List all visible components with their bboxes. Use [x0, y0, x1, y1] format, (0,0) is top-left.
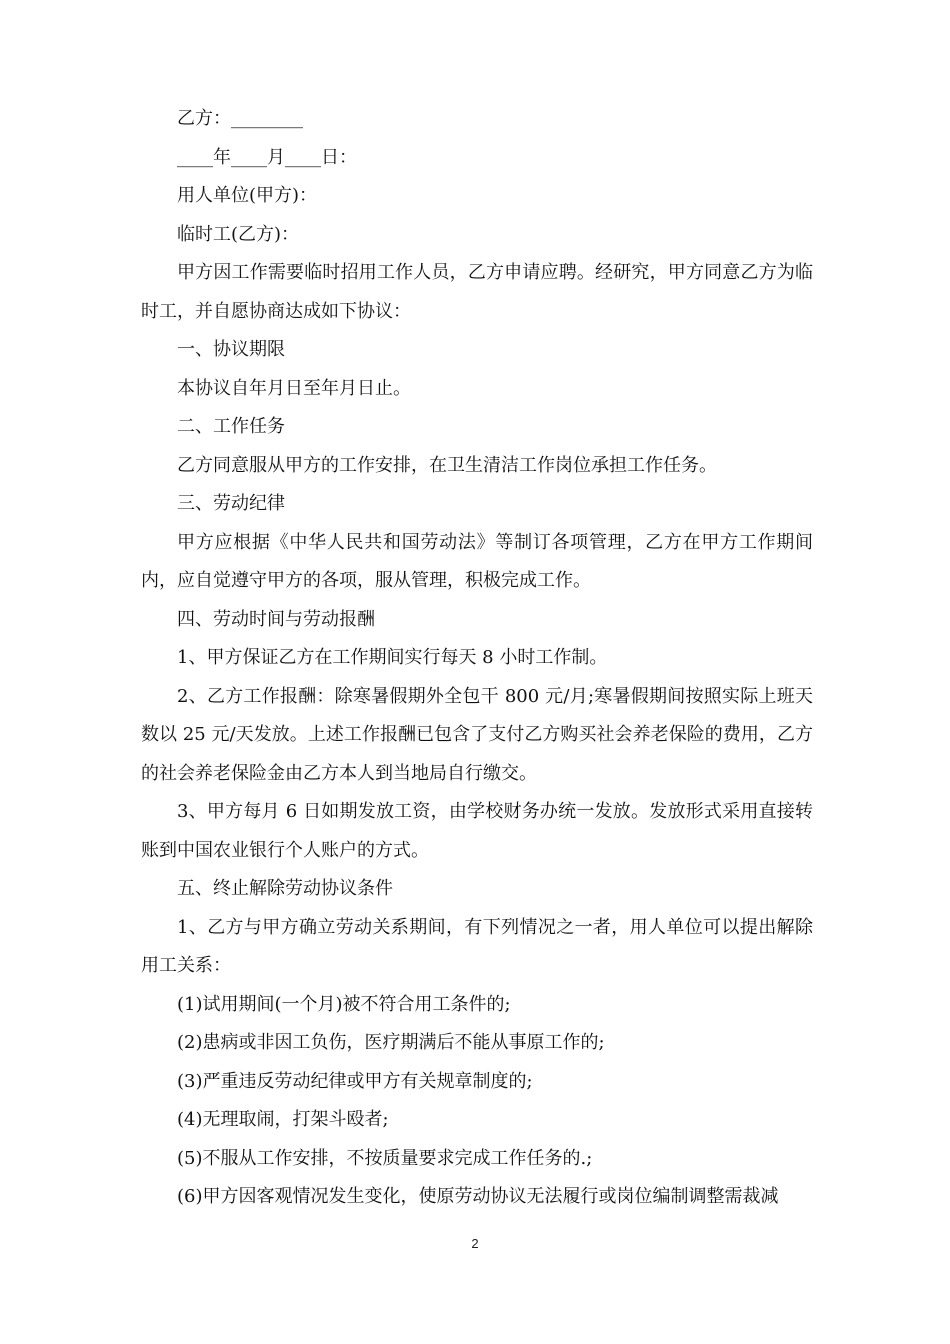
- hours-clause: 1、甲方保证乙方在工作期间实行每天 8 小时工作制。: [177, 647, 608, 668]
- section-heading-tasks: 二、工作任务: [177, 416, 285, 437]
- termination-clause: 1、乙方与甲方确立劳动关系期间，有下列情况之一者，用人单位可以提出解除用工关系：: [141, 916, 813, 976]
- termination-item-6: (6)甲方因客观情况发生变化，使原劳动协议无法履行或岗位编制调整需裁减: [177, 1186, 779, 1207]
- term-paragraph: 本协议自年月日至年月日止。: [177, 377, 411, 399]
- section-heading-term: 一、协议期限: [177, 339, 285, 360]
- payday-clause: 3、甲方每月 6 日如期发放工资，由学校财务办统一发放。发放形式采用直接转账到中国农业银行个人账户的方式。: [141, 801, 813, 861]
- document-body: [141, 100, 813, 1217]
- termination-item-3: (3)严重违反劳动纪律或甲方有关规章制度的;: [177, 1070, 533, 1092]
- party-b-line: 乙方：________: [177, 108, 303, 129]
- termination-item-2: (2)患病或非因工负伤，医疗期满后不能从事原工作的;: [177, 1032, 605, 1053]
- date-line: ____年____月____日：: [177, 146, 357, 168]
- section-heading-discipline: 三、劳动纪律: [177, 493, 285, 514]
- section-heading-termination: 五、终止解除劳动协议条件: [177, 878, 393, 899]
- employer-line: 用人单位(甲方)：: [177, 185, 318, 206]
- termination-item-1: (1)试用期间(一个月)被不符合用工条件的;: [177, 993, 511, 1015]
- temp-worker-line: 临时工(乙方)：: [177, 223, 300, 245]
- discipline-paragraph: 甲方应根据《中华人民共和国劳动法》等制订各项管理，乙方在甲方工作期间内，应自觉遵守甲方的各项，服从管理，积极完成工作。: [141, 531, 813, 591]
- intro-paragraph: 甲方因工作需要临时招用工作人员，乙方申请应聘。经研究，甲方同意乙方为临时工，并自愿协商达成如下协议：: [141, 262, 813, 322]
- tasks-paragraph: 乙方同意服从甲方的工作安排，在卫生清洁工作岗位承担工作任务。: [177, 454, 717, 476]
- page-number: 2: [471, 1236, 479, 1251]
- termination-item-4: (4)无理取闹，打架斗殴者;: [177, 1109, 389, 1130]
- termination-item-5: (5)不服从工作安排，不按质量要求完成工作任务的.;: [177, 1147, 593, 1169]
- pay-clause: 2、乙方工作报酬：除寒暑假期外全包干 800 元/月;寒暑假期间按照实际上班天数以 25 元/天发放。上述工作报酬已包含了支付乙方购买社会养老保险的费用，乙方的社会养老保险金由乙方本人到当地局自行缴交。: [141, 685, 813, 784]
- section-heading-hours-pay: 四、劳动时间与劳动报酬: [177, 608, 375, 630]
